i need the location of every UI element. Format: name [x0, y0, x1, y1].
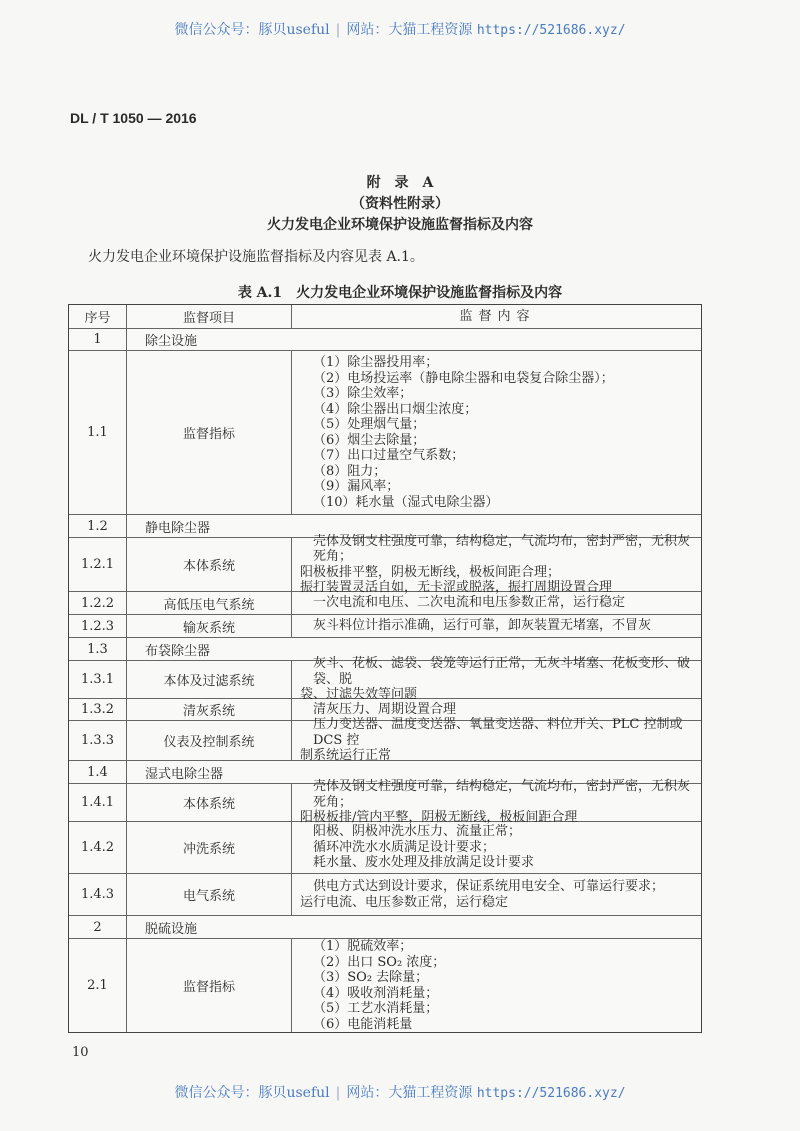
- content-line: （3）除尘效率；: [313, 386, 413, 401]
- content-line: 清灰压力、周期设置合理: [313, 701, 457, 717]
- row-number: 1.2.2: [69, 592, 127, 614]
- content-line: 灰斗料位计指示准确，运行可靠，卸灰装置无堵塞，不冒灰: [313, 618, 652, 634]
- content-line: 袋、过滤失效等问题: [300, 687, 418, 703]
- table-row: [69, 533, 701, 595]
- supervision-item: 仪表及控制系统: [127, 721, 292, 760]
- supervision-item: 电气系统: [127, 874, 292, 915]
- row-number: 1.4.1: [69, 784, 127, 821]
- supervision-item: 监督指标: [127, 939, 292, 1032]
- content-line: 灰斗、花板、滤袋、袋笼等运行正常，无灰斗堵塞、花板变形、破袋、脱: [313, 656, 691, 687]
- supervision-content: [292, 533, 701, 595]
- row-number: 1.3.3: [69, 721, 127, 760]
- appendix-title: 附 录 A: [366, 175, 434, 191]
- content-line: （6）烟尘去除量；: [313, 432, 426, 448]
- content-line: 振打装置灵活自如，无卡涩或脱落，振打周期设置合理: [300, 580, 613, 595]
- table-row: [69, 656, 701, 703]
- supervision-item: 本体系统: [127, 538, 292, 591]
- watermark-wechat: 微信公众号：豚贝useful: [174, 1085, 330, 1101]
- supervision-item: 高低压电气系统: [127, 592, 292, 614]
- table-row: [69, 614, 701, 637]
- content-line: 运行电流、电压参数正常，运行稳定: [300, 894, 509, 910]
- content-line: 阳极、阴极冲洗水压力、流量正常；: [313, 824, 522, 840]
- row-number: 2.1: [69, 939, 127, 1032]
- table-row: [69, 591, 701, 614]
- content-line: （7）出口过量空气系数；: [313, 448, 465, 463]
- content-line: （10）耗水量（湿式电除尘器）: [313, 494, 499, 510]
- table-row: [69, 717, 701, 764]
- section-title: 湿式电除尘器: [145, 766, 224, 782]
- supervision-content: [292, 939, 701, 1032]
- table-row: [69, 779, 701, 826]
- watermark-separator: |: [335, 1085, 341, 1101]
- content-line: 制系统运行正常: [300, 748, 392, 764]
- content-line: 耗水量、废水处理及排放满足设计要求: [313, 855, 535, 871]
- section-title: 除尘设施: [145, 334, 198, 349]
- content-line: （9）漏风率；: [313, 479, 400, 494]
- watermark-wechat: 微信公众号：豚贝useful: [174, 22, 330, 38]
- row-number: 1.1: [69, 351, 127, 514]
- table-header-row: [69, 305, 701, 328]
- supervision-item: 清灰系统: [127, 699, 292, 720]
- content-line: 壳体及钢支柱强度可靠，结构稳定，气流均布，密封严密，无积灰死角；: [313, 533, 691, 564]
- row-number: 1.2.3: [69, 615, 127, 637]
- header-no: 序号: [69, 305, 127, 328]
- section-title: 布袋除尘器: [145, 643, 211, 659]
- row-number: 2: [69, 916, 127, 938]
- content-line: （5）处理烟气量；: [313, 417, 426, 432]
- section-row: [69, 328, 701, 350]
- supervision-content: [292, 717, 701, 764]
- content-line: （5）工艺水消耗量；: [313, 1001, 439, 1016]
- content-line: 阳极板排平整，阴极无断线，极板间距合理；: [300, 564, 561, 580]
- supervision-item: 本体及过滤系统: [127, 661, 292, 698]
- supervision-content: [292, 615, 701, 637]
- document-id: DL / T 1050 — 2016: [70, 110, 197, 126]
- content-line: （2）出口 SO₂ 浓度；: [313, 954, 446, 970]
- supervision-content: [292, 592, 701, 614]
- table-row: [69, 350, 701, 514]
- page-number: 10: [72, 1045, 89, 1060]
- watermark-url[interactable]: https://521686.xyz/: [476, 1086, 626, 1101]
- content-line: 循环冲洗水水质满足设计要求；: [313, 839, 496, 855]
- supervision-content: [292, 874, 701, 915]
- content-line: （6）电能消耗量: [313, 1016, 413, 1032]
- table-row: [69, 938, 701, 1032]
- row-number: 1.4.2: [69, 822, 127, 873]
- content-line: （4）吸收剂消耗量；: [313, 985, 439, 1001]
- row-number: 1.3.2: [69, 699, 127, 720]
- appendix-type: （资料性附录）: [351, 196, 449, 212]
- supervision-content: [292, 656, 701, 703]
- supervision-item: 输灰系统: [127, 615, 292, 637]
- row-number: 1.2: [69, 515, 127, 537]
- content-line: 阳极板排/管内平整，阴极无断线，极板间距合理: [300, 810, 578, 826]
- content-line: （2）电场投运率（静电除尘器和电袋复合除尘器）；: [313, 370, 614, 386]
- content-line: 一次电流和电压、二次电流和电压参数正常，运行稳定: [313, 595, 626, 611]
- row-number: 1.3.1: [69, 661, 127, 698]
- supervision-item: 本体系统: [127, 784, 292, 821]
- supervision-item: 冲洗系统: [127, 822, 292, 873]
- watermark-site: 网站：大猫工程资源: [346, 22, 473, 38]
- watermark-separator: |: [335, 22, 341, 38]
- watermark-site: 网站：大猫工程资源: [346, 1085, 473, 1101]
- content-line: （1）脱硫效率；: [313, 939, 413, 954]
- watermark-top: [0, 19, 800, 39]
- content-line: （1）除尘器投用率；: [313, 355, 439, 370]
- row-number: 1: [69, 329, 127, 350]
- watermark-url[interactable]: https://521686.xyz/: [476, 23, 626, 38]
- table-caption: 表 A.1 火力发电企业环境保护设施监督指标及内容: [237, 285, 563, 301]
- content-line: （3）SO₂ 去除量；: [313, 970, 429, 985]
- supervision-content: [292, 779, 701, 826]
- intro-paragraph: 火力发电企业环境保护设施监督指标及内容见表 A.1。: [88, 249, 424, 265]
- section-title: 脱硫设施: [145, 921, 198, 937]
- appendix-name: 火力发电企业环境保护设施监督指标及内容: [267, 217, 533, 233]
- table-row: [69, 821, 701, 873]
- header-content: 监督内容: [459, 308, 536, 324]
- content-line: 供电方式达到设计要求，保证系统用电安全、可靠运行要求；: [313, 879, 665, 894]
- header-item: 监督项目: [127, 305, 292, 328]
- supervision-content: [292, 351, 701, 514]
- section-row: [69, 915, 701, 938]
- row-number: 1.4: [69, 761, 127, 783]
- row-number: 1.4.3: [69, 874, 127, 915]
- watermark-bottom: [0, 1082, 800, 1102]
- content-line: （8）阻力；: [313, 463, 387, 479]
- content-line: 壳体及钢支柱强度可靠，结构稳定，气流均布，密封严密，无积灰死角；: [313, 779, 691, 810]
- content-line: （4）除尘器出口烟尘浓度；: [313, 401, 478, 417]
- supervision-item: 监督指标: [127, 351, 292, 514]
- supervision-content: [292, 822, 701, 873]
- content-line: 压力变送器、温度变送器、氧量变送器、料位开关、PLC 控制或 DCS 控: [313, 717, 683, 748]
- supervision-table: [68, 304, 702, 1033]
- section-title: 静电除尘器: [145, 520, 211, 536]
- table-row: [69, 873, 701, 915]
- row-number: 1.3: [69, 638, 127, 660]
- row-number: 1.2.1: [69, 538, 127, 591]
